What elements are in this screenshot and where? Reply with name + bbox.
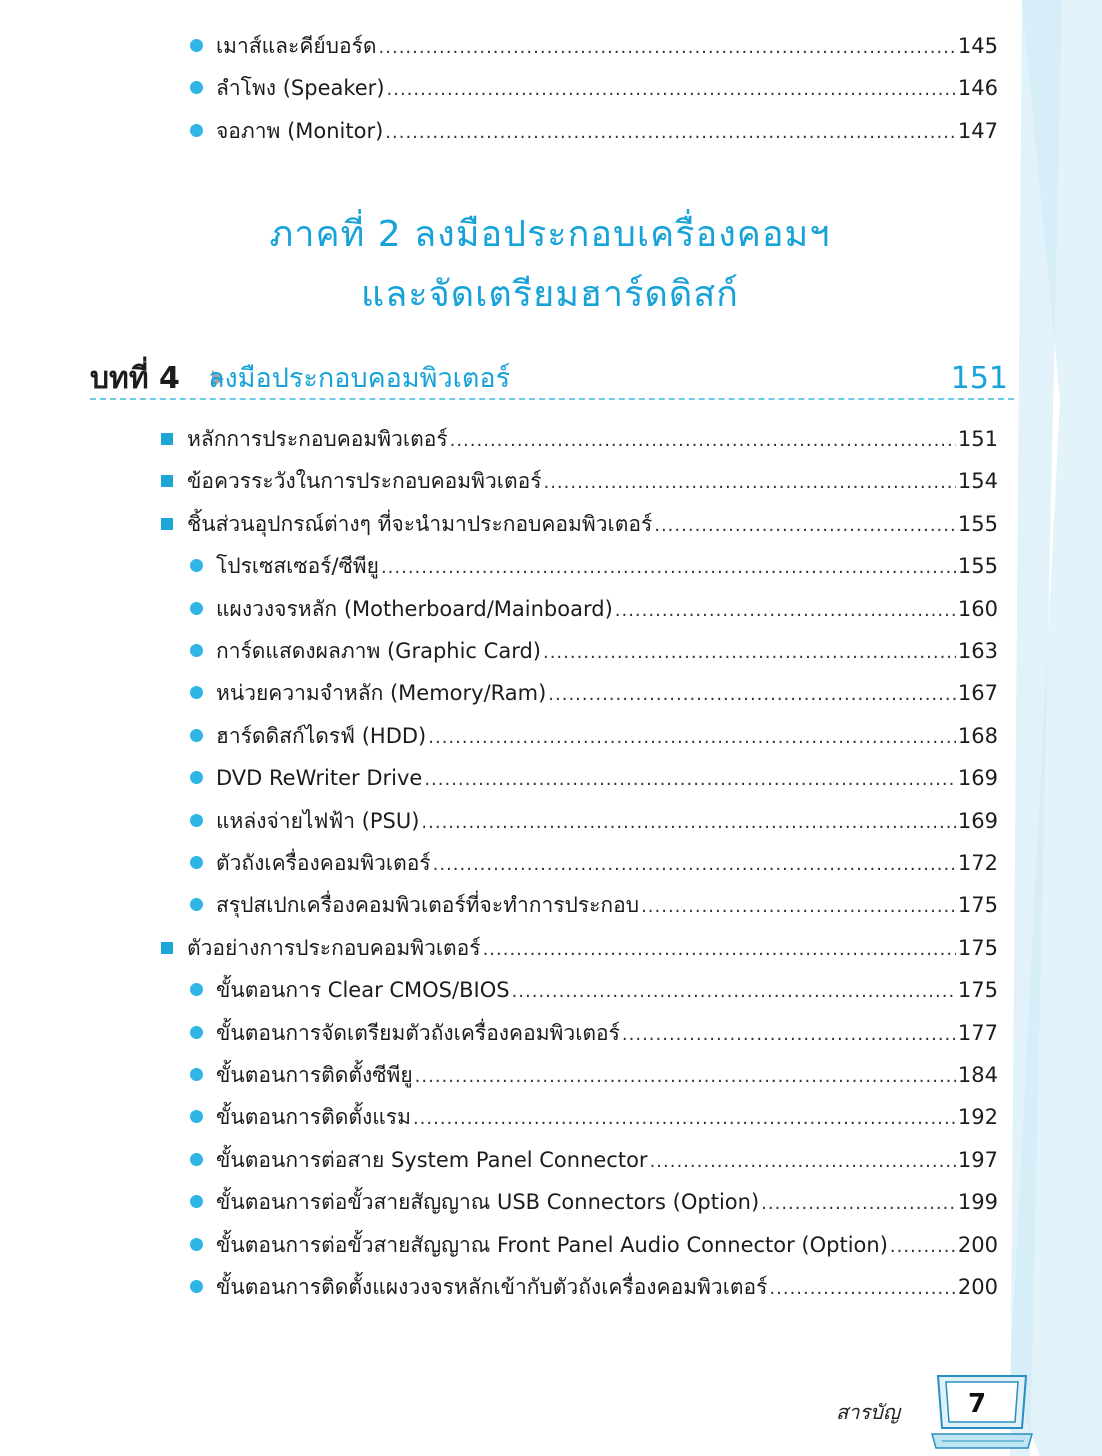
circle-bullet-icon: [190, 559, 203, 572]
toc-entry-page: 147: [957, 118, 998, 143]
chapter-page: 151: [950, 361, 1008, 396]
dot-leader: [413, 1103, 956, 1135]
toc-entry-title: โปรเซสเซอร์/ซีพียู: [216, 554, 379, 579]
circle-bullet-icon: [190, 814, 203, 827]
toc-entry-title: หลักการประกอบคอมพิวเตอร์: [187, 427, 448, 451]
toc-entry-title: ขั้นตอนการ Clear CMOS/BIOS: [216, 978, 510, 1003]
chapter-title: ลงมือประกอบคอมพิวเตอร์: [208, 363, 511, 394]
toc-entry-page: 160: [957, 596, 998, 621]
toc-entry-page: 154: [957, 469, 998, 494]
dot-leader: [622, 1019, 956, 1051]
toc-entry[interactable]: [216, 635, 998, 667]
toc-entry[interactable]: [216, 30, 998, 62]
toc-entry[interactable]: [216, 889, 998, 921]
toc-entry-title: ขั้นตอนการต่อขั้วสายสัญญาณ USB Connectors (Option): [216, 1190, 760, 1215]
dot-leader: [379, 32, 956, 64]
dot-leader: [385, 117, 956, 149]
toc-entry[interactable]: [216, 1144, 998, 1176]
toc-entry-title: เมาส์และคีย์บอร์ด: [216, 34, 377, 58]
toc-entry-page: 169: [957, 808, 998, 833]
circle-bullet-icon: [190, 686, 203, 699]
toc-entry[interactable]: [216, 72, 998, 104]
toc-entry-page: 146: [957, 76, 998, 101]
part-title-line2: และจัดเตรียมฮาร์ดดิสก์: [361, 274, 739, 315]
part-title-line1: ภาคที่ 2 ลงมือประกอบเครื่องคอมฯ: [269, 214, 831, 255]
toc-entry-page: 177: [957, 1020, 998, 1045]
dot-leader: [483, 934, 956, 966]
toc-entry-title: ตัวถังเครื่องคอมพิวเตอร์: [216, 851, 431, 875]
circle-bullet-icon: [190, 856, 203, 869]
toc-entry[interactable]: [187, 423, 998, 455]
dot-leader: [543, 467, 955, 499]
circle-bullet-icon: [190, 1238, 203, 1251]
toc-entry-page: 199: [957, 1190, 998, 1215]
circle-bullet-icon: [190, 1153, 203, 1166]
toc-entry[interactable]: [216, 115, 998, 147]
toc-entry-title: ชิ้นส่วนอุปกรณ์ต่างๆ ที่จะนำมาประกอบคอมพิวเตอร์: [187, 511, 653, 536]
circle-bullet-icon: [190, 1280, 203, 1293]
toc-entry-title: ตัวอย่างการประกอบคอมพิวเตอร์: [187, 935, 481, 960]
toc-entry-page: 169: [957, 766, 998, 791]
toc-entry[interactable]: [216, 720, 998, 752]
toc-entry[interactable]: [187, 932, 998, 964]
dot-leader: [387, 74, 956, 106]
dot-leader: [415, 1061, 956, 1093]
toc-entry[interactable]: [216, 1017, 998, 1049]
toc-entry-title: ฮาร์ดดิสก์ไดรฟ์ (HDD): [216, 723, 427, 748]
dot-leader: [450, 425, 956, 457]
toc-entry-page: 155: [957, 554, 998, 579]
circle-bullet-icon: [190, 1110, 203, 1123]
toc-entry[interactable]: [216, 974, 998, 1006]
square-bullet-icon: [161, 518, 173, 530]
toc-entry-title: ขั้นตอนการต่อสาย System Panel Connector: [216, 1147, 648, 1172]
toc-entry[interactable]: [216, 762, 998, 794]
toc-entry-page: 197: [957, 1147, 998, 1172]
page-number: 7: [967, 1389, 987, 1419]
dot-leader: [512, 976, 956, 1008]
dot-leader: [769, 1273, 956, 1305]
circle-bullet-icon: [190, 39, 203, 52]
toc-entry-title: แหล่งจ่ายไฟฟ้า (PSU): [216, 808, 420, 833]
circle-bullet-icon: [190, 124, 203, 137]
dot-leader: [381, 552, 956, 584]
toc-entry-title: ขั้นตอนการติดตั้งแรม: [216, 1105, 411, 1130]
footer-section-label: สารบัญ: [836, 1400, 900, 1424]
toc-entry-title: จอภาพ (Monitor): [216, 118, 384, 143]
dot-leader: [650, 1146, 956, 1178]
dot-leader: [761, 1188, 956, 1220]
toc-entry[interactable]: [216, 1101, 998, 1133]
toc-entry-title: แผงวงจรหลัก (Motherboard/Mainboard): [216, 596, 613, 621]
circle-bullet-icon: [190, 729, 203, 742]
toc-entry[interactable]: [216, 593, 998, 625]
toc-entry-title: ขั้นตอนการติดตั้งแผงวงจรหลักเข้ากับตัวถังเครื่องคอมพิวเตอร์: [216, 1275, 768, 1299]
toc-entry-page: 175: [957, 935, 998, 960]
dot-leader: [548, 679, 956, 711]
toc-entry-page: 200: [957, 1232, 998, 1257]
circle-bullet-icon: [190, 1068, 203, 1081]
dot-leader: [421, 807, 955, 839]
toc-entry-title: การ์ดแสดงผลภาพ (Graphic Card): [216, 639, 541, 663]
dot-leader: [433, 849, 956, 881]
toc-entry-page: 145: [957, 34, 998, 58]
toc-entry-page: 192: [957, 1105, 998, 1130]
circle-bullet-icon: [190, 898, 203, 911]
toc-entry-page: 200: [957, 1275, 998, 1299]
circle-bullet-icon: [190, 602, 203, 615]
toc-entry-title: ลำโพง (Speaker): [216, 76, 385, 101]
toc-entry[interactable]: [216, 1229, 998, 1261]
toc-entry-title: ขั้นตอนการติดตั้งซีพียู: [216, 1063, 413, 1087]
circle-bullet-icon: [190, 1195, 203, 1208]
toc-entry-title: ขั้นตอนการต่อขั้วสายสัญญาณ Front Panel Audio Connector (Option): [216, 1232, 888, 1257]
dot-leader: [654, 510, 956, 542]
circle-bullet-icon: [190, 644, 203, 657]
toc-entry-title: DVD ReWriter Drive: [216, 766, 423, 791]
dot-leader: [543, 637, 956, 669]
toc-entry[interactable]: [216, 1059, 998, 1091]
toc-entry-title: หน่วยความจำหลัก (Memory/Ram): [216, 681, 547, 706]
dot-leader: [428, 722, 956, 754]
toc-entry-page: 167: [957, 681, 998, 706]
toc-entry-page: 175: [957, 893, 998, 918]
chapter-heading[interactable]: [90, 360, 1014, 400]
toc-entry[interactable]: [216, 550, 998, 582]
toc-entry[interactable]: [216, 677, 998, 709]
dot-leader: [641, 891, 956, 923]
toc-entry[interactable]: [216, 847, 998, 879]
circle-bullet-icon: [190, 81, 203, 94]
square-bullet-icon: [161, 475, 173, 487]
toc-entry-page: 172: [957, 851, 998, 875]
square-bullet-icon: [161, 942, 173, 954]
chapter-label: บทที่ 4: [90, 361, 180, 396]
toc-entry-page: 168: [957, 723, 998, 748]
dot-leader: [615, 595, 956, 627]
toc-entry-title: ขั้นตอนการจัดเตรียมตัวถังเครื่องคอมพิวเตอร์: [216, 1020, 620, 1045]
toc-entry-page: 163: [957, 639, 998, 663]
circle-bullet-icon: [190, 1026, 203, 1039]
toc-entry-title: ข้อควรระวังในการประกอบคอมพิวเตอร์: [187, 469, 542, 494]
toc-entry[interactable]: [216, 1271, 998, 1303]
circle-bullet-icon: [190, 983, 203, 996]
toc-entry[interactable]: [187, 508, 998, 540]
toc-entry[interactable]: [216, 805, 998, 837]
dot-leader: [424, 764, 956, 796]
toc-entry-page: 155: [957, 511, 998, 536]
toc-entry-page: 175: [957, 978, 998, 1003]
toc-entry-page: 184: [957, 1063, 998, 1087]
circle-bullet-icon: [190, 771, 203, 784]
dot-leader: [890, 1231, 956, 1263]
toc-entry[interactable]: [216, 1186, 998, 1218]
square-bullet-icon: [161, 433, 173, 445]
toc-entry-page: 151: [957, 427, 998, 451]
toc-entry[interactable]: [187, 465, 998, 497]
toc-entry-title: สรุปสเปกเครื่องคอมพิวเตอร์ที่จะทำการประกอบ: [216, 893, 640, 918]
